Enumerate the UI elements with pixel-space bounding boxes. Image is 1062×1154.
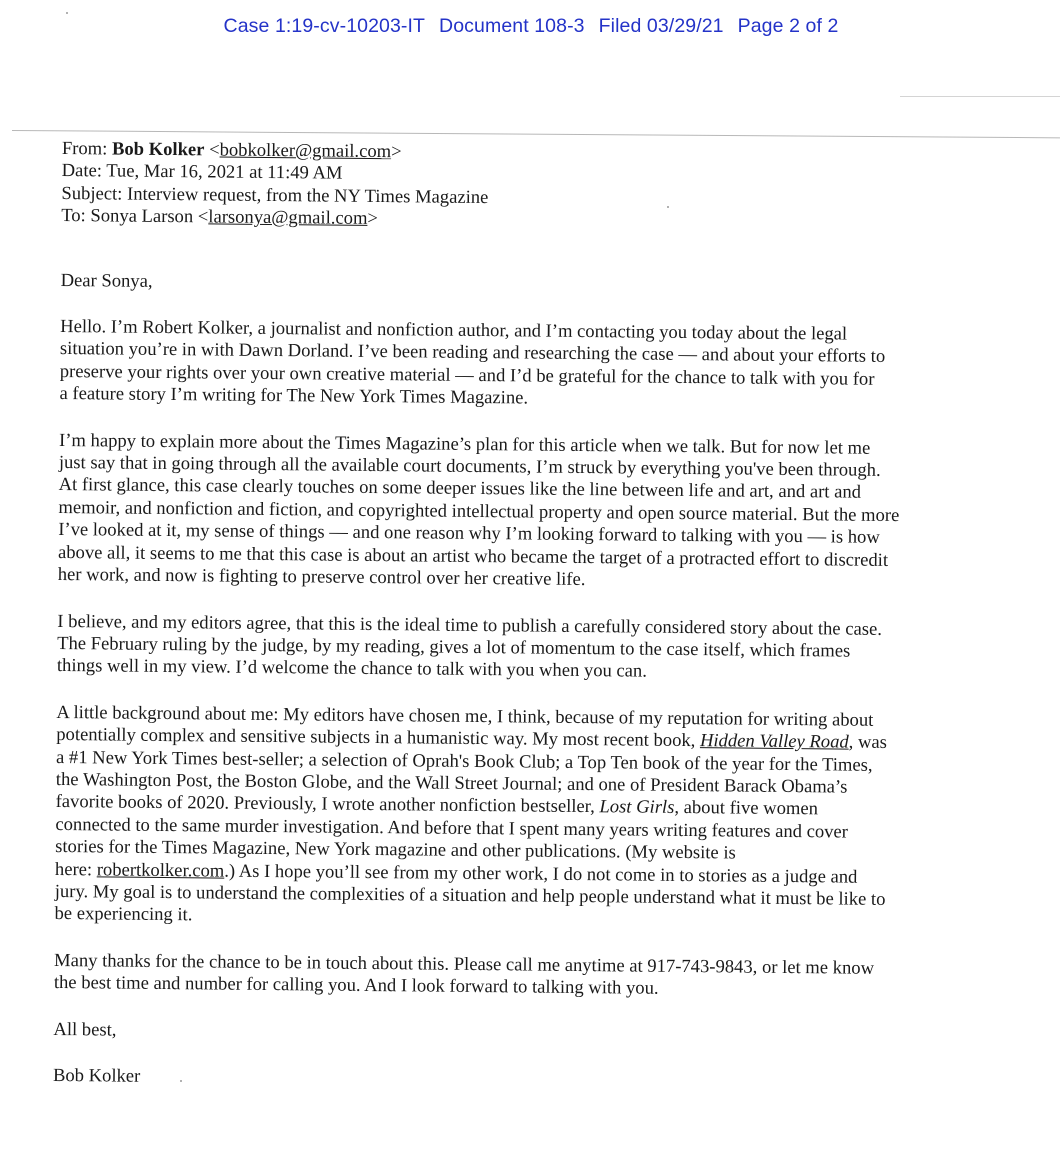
paragraph-timing: I believe, and my editors agree, that this is the ideal time to publish a carefully considered story about the case. The February ruling by the judge, by my reading, gives a lot of momentum to the case itself, which frames things well in my view. I’d welcome the chance to talk with you when you can. bbox=[56, 610, 883, 682]
paragraph-background: A little background about me: My editors have chosen me, I think, because of my reputation for writing about potentially complex and sensitive subjects in a humanistic way. My most recent book, Hidden Valley Road, was a #1 New York Times best-seller; a selection of Oprah's Book Club; a Top Ten book of the year for the Times, the Washington Post, the Boston Globe, and the Wall Street Journal; and one of President Barack Obama’s favorite books of 2020. Previously, I wrote another nonfiction bestseller, Lost Girls, about five women connected to the same murder investigation. And before that I spent many years writing features and cover stories for the Times Magazine, New York magazine and other publications. (My website is here: robertkolker.com.) As I hope you’ll see from my other work, I do not come in to stories as a judge and jury. My goal is to understand the complexities of a situation and help people understand what it must be like to be experiencing it. bbox=[54, 701, 888, 926]
email-subject: Interview request, from the NY Times Magazine bbox=[126, 183, 489, 208]
greeting: Dear Sonya, bbox=[60, 269, 153, 292]
scan-line-top bbox=[900, 96, 1060, 97]
case-number: Case 1:19-cv-10203-IT bbox=[223, 15, 426, 37]
website-link[interactable]: robertkolker.com bbox=[96, 858, 225, 882]
case-stamp-header bbox=[0, 15, 1062, 38]
book-title-lost-girls: Lost Girls bbox=[599, 796, 675, 819]
closing: All best, bbox=[53, 1018, 117, 1041]
scan-speck bbox=[66, 12, 68, 14]
page-number: Page 2 of 2 bbox=[737, 15, 839, 37]
header-divider bbox=[12, 130, 1060, 138]
recipient-email-link[interactable]: larsonya@gmail.com bbox=[208, 206, 368, 230]
from-line: From: Bob Kolker <bobkolker@gmail.com> bbox=[61, 138, 402, 163]
sender-name: Bob Kolker bbox=[111, 138, 205, 161]
signature: Bob Kolker bbox=[52, 1064, 141, 1087]
sent-date: Tue, Mar 16, 2021 at 11:49 AM bbox=[106, 160, 343, 185]
filed-date: Filed 03/29/21 bbox=[598, 15, 724, 37]
to-line: To: Sonya Larson <larsonya@gmail.com> bbox=[61, 205, 379, 230]
paragraph-plan: I’m happy to explain more about the Times Magazine’s plan for this article when we talk. But for now let me just say that in going through all the available court documents, I’m struck by everything you've been through. At first glance, this case clearly touches on some deeper issues like the line between life and art, and art and memoir, and nonfiction and fiction, and copyrighted intellectual property and open source material. But the more I’ve looked at it, my sense of things — and one reason why I’m looking forward to talking with you — is how above all, it seems to me that this case is about an artist who became the target of a protracted effort to discredit her work, and now is fighting to preserve control over her creative life. bbox=[57, 429, 900, 591]
book-title-hidden-valley-road[interactable]: Hidden Valley Road bbox=[699, 730, 849, 753]
date-line: Date: Tue, Mar 16, 2021 at 11:49 AM bbox=[61, 160, 343, 185]
email-document bbox=[53, 138, 1022, 1121]
paragraph-intro: Hello. I’m Robert Kolker, a journalist and nonfiction author, and I’m contacting you today about the legal situation you’re in with Dawn Dorland. I’ve been reading and researching the case — and about your efforts to preserve your rights over your own creative material — and I’d be grateful for the chance to talk with you for a feature story I’m writing for The New York Times Magazine. bbox=[59, 316, 886, 409]
document-number: Document 108-3 bbox=[439, 15, 585, 37]
sender-email-link[interactable]: bobkolker@gmail.com bbox=[219, 139, 392, 163]
recipient-name: Sonya Larson bbox=[90, 205, 194, 228]
subject-line: Subject: Interview request, from the NY Times Magazine bbox=[61, 182, 489, 208]
paragraph-contact: Many thanks for the chance to be in touch about this. Please call me anytime at 917-743-9843, or let me know the best time and number for calling you. And I look forward to talking with you. bbox=[53, 949, 875, 999]
